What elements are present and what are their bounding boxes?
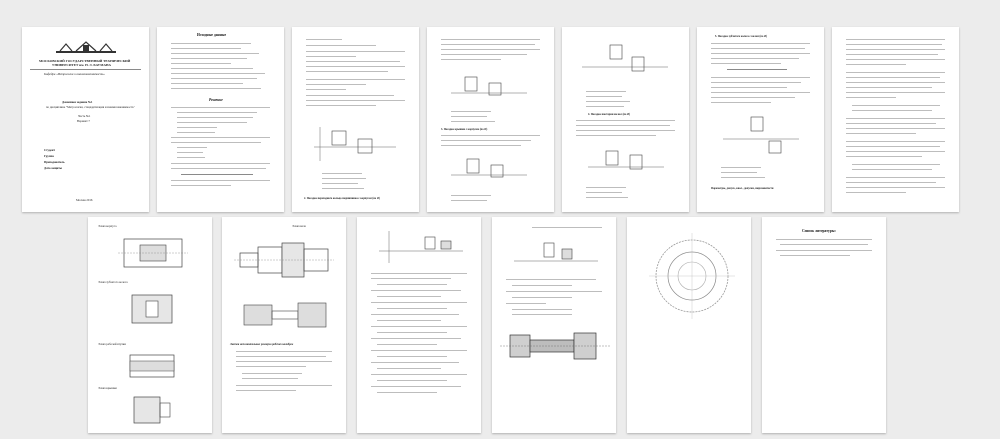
sketch-label-gear: Эскиз зубчатого колеса <box>98 280 128 284</box>
page-heading: Исходные данные <box>197 33 227 37</box>
gear-sketch <box>122 289 182 329</box>
page-7[interactable] <box>832 27 959 212</box>
solution-heading: Решение <box>209 98 223 102</box>
page-4[interactable] <box>427 27 554 212</box>
page-footer: Москва 2016 <box>76 198 93 202</box>
bushing-sketch <box>122 351 182 381</box>
gauge-diagram-1 <box>369 227 469 267</box>
part: Часть №1 <box>78 114 91 118</box>
sketch-label-cover: Эскиз крышки <box>98 386 117 390</box>
department: Кафедра «Метрология и взаимозаменяемость» <box>44 72 106 76</box>
page-3[interactable] <box>292 27 419 212</box>
subject: по дисциплине "Метрология, стандартизация и взаимозаменяемость" <box>46 105 135 109</box>
page-1[interactable] <box>22 27 149 212</box>
fit-diagram-4 <box>586 143 666 183</box>
page-heading: Список литературы: <box>802 229 836 233</box>
plug-gauge-drawing <box>500 321 610 371</box>
sketch-label-housing: Эскиз корпуса <box>98 224 117 228</box>
signature-date: Дата защиты <box>44 166 63 170</box>
university-line-2: УНИВЕРСИТЕТ им. Н. Э. БАУМАНА <box>52 63 111 67</box>
cover-sketch <box>128 395 178 425</box>
page-caption-params: Параметры, допуск, квал., допуски, шероховатости <box>711 187 774 190</box>
page-2[interactable] <box>157 27 284 212</box>
housing-sketch <box>118 233 188 273</box>
page-6[interactable] <box>697 27 824 212</box>
university-line-1: МОСКОВСКИЙ ГОСУДАРСТВЕННЫЙ ТЕХНИЧЕСКИЙ <box>39 59 131 63</box>
gauge-sketch <box>240 295 330 335</box>
gauge-diagram-2 <box>504 235 604 275</box>
page-11[interactable] <box>492 217 616 433</box>
page-9[interactable] <box>222 217 346 433</box>
ring-gauge-drawing <box>647 231 737 321</box>
page-caption-2: 3. Посадка крышки с корпусом (по Ø) <box>441 128 488 131</box>
page-10[interactable] <box>357 217 481 433</box>
signature-group: Группа <box>44 154 54 158</box>
signature-student: Студент <box>44 148 55 152</box>
fit-diagram-1 <box>449 67 529 107</box>
page-5[interactable] <box>562 27 689 212</box>
fit-diagram-3 <box>580 37 670 87</box>
university-emblem-icon <box>56 41 116 55</box>
signature-teacher: Преподаватель <box>44 160 65 164</box>
sketch-label-shaft: Эскиз вала <box>292 224 306 228</box>
page-caption: 4. Посадка шестерни на вал (по Ø) <box>588 113 631 116</box>
page-8[interactable] <box>88 217 212 433</box>
doc-title: Домашнее задание №1 <box>62 100 93 104</box>
tolerance-diagram <box>310 117 400 167</box>
page-12[interactable] <box>627 217 751 433</box>
sketch-label-bushing: Эскиз рабочей втулки <box>98 342 126 346</box>
variant: Вариант 7 <box>77 119 90 123</box>
page-caption: 5. Посадка зубчатого колеса с валом (по Ø) <box>715 35 767 38</box>
fit-diagram-2 <box>449 151 529 191</box>
shaft-sketch <box>234 235 334 285</box>
page-caption: 2. Посадка переходного кольца подшипника с корпусом (по Ø) <box>304 197 380 200</box>
page-13[interactable] <box>762 217 886 433</box>
fit-diagram-5 <box>721 111 801 161</box>
page-caption: Листок исполнительных размеров рабочих калибров <box>230 343 294 346</box>
